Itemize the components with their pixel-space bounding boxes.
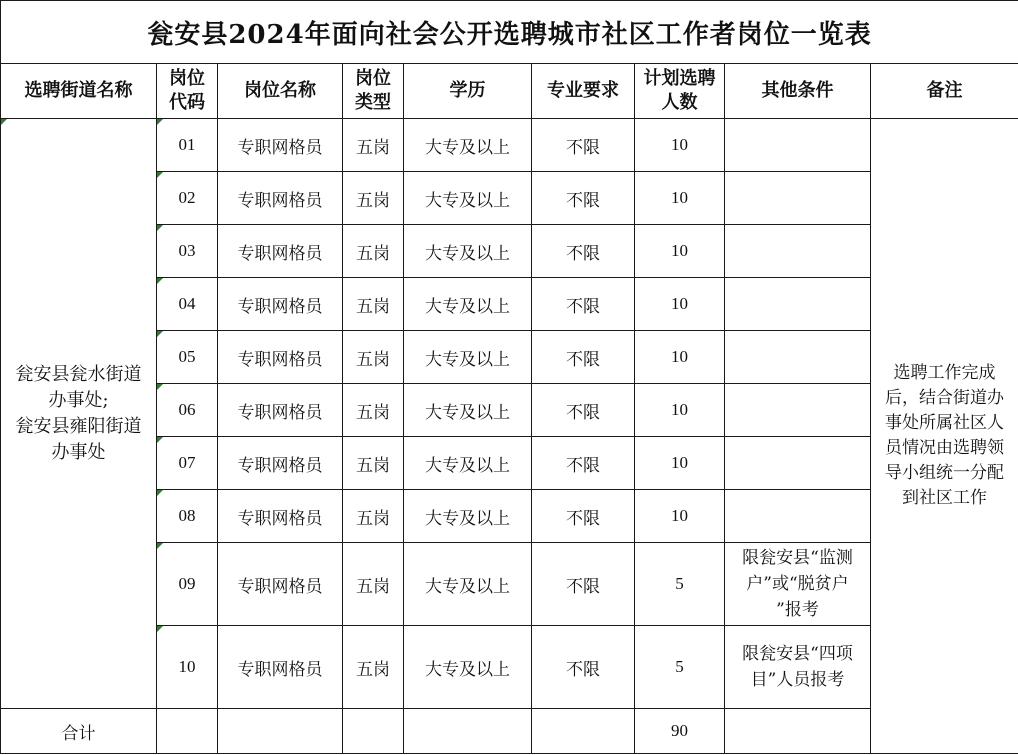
position-name-cell: 专职网格员 bbox=[218, 437, 343, 490]
code-cell: 10 bbox=[157, 626, 218, 709]
header-street: 选聘街道名称 bbox=[1, 64, 157, 119]
table-row bbox=[1, 119, 1018, 172]
major-cell: 不限 bbox=[532, 278, 635, 331]
total-row bbox=[1, 709, 1018, 754]
position-name-cell: 专职网格员 bbox=[218, 490, 343, 543]
education-cell: 大专及以上 bbox=[404, 490, 532, 543]
major-cell: 不限 bbox=[532, 119, 635, 172]
education-cell: 大专及以上 bbox=[404, 331, 532, 384]
total-empty-cell bbox=[532, 709, 635, 754]
header-row bbox=[1, 64, 1018, 119]
position-name-cell: 专职网格员 bbox=[218, 119, 343, 172]
position-type-cell: 五岗 bbox=[343, 626, 404, 709]
position-name-cell: 专职网格员 bbox=[218, 172, 343, 225]
total-label: 合计 bbox=[1, 709, 157, 754]
position-type-cell: 五岗 bbox=[343, 278, 404, 331]
major-cell: 不限 bbox=[532, 172, 635, 225]
education-cell: 大专及以上 bbox=[404, 225, 532, 278]
position-name-cell: 专职网格员 bbox=[218, 225, 343, 278]
major-cell: 不限 bbox=[532, 225, 635, 278]
position-type-cell: 五岗 bbox=[343, 384, 404, 437]
code-cell: 09 bbox=[157, 543, 218, 626]
header-other: 其他条件 bbox=[725, 64, 871, 119]
count-cell: 5 bbox=[635, 626, 725, 709]
header-remark: 备注 bbox=[871, 64, 1018, 119]
education-cell: 大专及以上 bbox=[404, 543, 532, 626]
other-cell bbox=[725, 331, 871, 384]
count-cell: 10 bbox=[635, 384, 725, 437]
total-empty-cell bbox=[157, 709, 218, 754]
other-cell bbox=[725, 384, 871, 437]
position-type-cell: 五岗 bbox=[343, 119, 404, 172]
count-cell: 5 bbox=[635, 543, 725, 626]
major-cell: 不限 bbox=[532, 437, 635, 490]
education-cell: 大专及以上 bbox=[404, 626, 532, 709]
education-cell: 大专及以上 bbox=[404, 119, 532, 172]
code-cell: 05 bbox=[157, 331, 218, 384]
count-cell: 10 bbox=[635, 119, 725, 172]
header-education: 学历 bbox=[404, 64, 532, 119]
remark-cell: 选聘工作完成 后，结合街道办 事处所属社区人 员情况由选聘领 导小组统一分配 到社区工作 bbox=[871, 119, 1018, 754]
count-cell: 10 bbox=[635, 490, 725, 543]
count-cell: 10 bbox=[635, 331, 725, 384]
other-cell bbox=[725, 490, 871, 543]
education-cell: 大专及以上 bbox=[404, 172, 532, 225]
major-cell: 不限 bbox=[532, 543, 635, 626]
count-cell: 10 bbox=[635, 172, 725, 225]
position-type-cell: 五岗 bbox=[343, 437, 404, 490]
total-count: 90 bbox=[635, 709, 725, 754]
position-type-cell: 五岗 bbox=[343, 331, 404, 384]
major-cell: 不限 bbox=[532, 626, 635, 709]
other-cell: 限瓮安县“四项 目”人员报考 bbox=[725, 626, 871, 709]
header-major: 专业要求 bbox=[532, 64, 635, 119]
code-cell: 08 bbox=[157, 490, 218, 543]
total-empty-cell bbox=[343, 709, 404, 754]
total-empty-cell bbox=[218, 709, 343, 754]
header-type: 岗位 类型 bbox=[343, 64, 404, 119]
count-cell: 10 bbox=[635, 278, 725, 331]
header-count: 计划选聘 人数 bbox=[635, 64, 725, 119]
count-cell: 10 bbox=[635, 437, 725, 490]
position-name-cell: 专职网格员 bbox=[218, 626, 343, 709]
other-cell bbox=[725, 172, 871, 225]
major-cell: 不限 bbox=[532, 331, 635, 384]
education-cell: 大专及以上 bbox=[404, 437, 532, 490]
position-type-cell: 五岗 bbox=[343, 172, 404, 225]
education-cell: 大专及以上 bbox=[404, 278, 532, 331]
position-name-cell: 专职网格员 bbox=[218, 384, 343, 437]
code-cell: 07 bbox=[157, 437, 218, 490]
code-cell: 03 bbox=[157, 225, 218, 278]
position-name-cell: 专职网格员 bbox=[218, 543, 343, 626]
position-type-cell: 五岗 bbox=[343, 543, 404, 626]
position-type-cell: 五岗 bbox=[343, 225, 404, 278]
code-cell: 01 bbox=[157, 119, 218, 172]
other-cell bbox=[725, 278, 871, 331]
major-cell: 不限 bbox=[532, 490, 635, 543]
other-cell bbox=[725, 437, 871, 490]
education-cell: 大专及以上 bbox=[404, 384, 532, 437]
header-name: 岗位名称 bbox=[218, 64, 343, 119]
position-name-cell: 专职网格员 bbox=[218, 331, 343, 384]
header-code: 岗位 代码 bbox=[157, 64, 218, 119]
table-title: 瓮安县2024年面向社会公开选聘城市社区工作者岗位一览表 bbox=[1, 1, 1018, 64]
position-type-cell: 五岗 bbox=[343, 490, 404, 543]
other-cell bbox=[725, 119, 871, 172]
code-cell: 02 bbox=[157, 172, 218, 225]
other-cell: 限瓮安县“监测 户”或“脱贫户 ”报考 bbox=[725, 543, 871, 626]
code-cell: 04 bbox=[157, 278, 218, 331]
total-empty-cell bbox=[725, 709, 871, 754]
street-name-cell: 瓮安县瓮水街道 办事处; 瓮安县雍阳街道 办事处 bbox=[1, 119, 157, 709]
total-empty-cell bbox=[404, 709, 532, 754]
position-name-cell: 专职网格员 bbox=[218, 278, 343, 331]
major-cell: 不限 bbox=[532, 384, 635, 437]
code-cell: 06 bbox=[157, 384, 218, 437]
other-cell bbox=[725, 225, 871, 278]
count-cell: 10 bbox=[635, 225, 725, 278]
